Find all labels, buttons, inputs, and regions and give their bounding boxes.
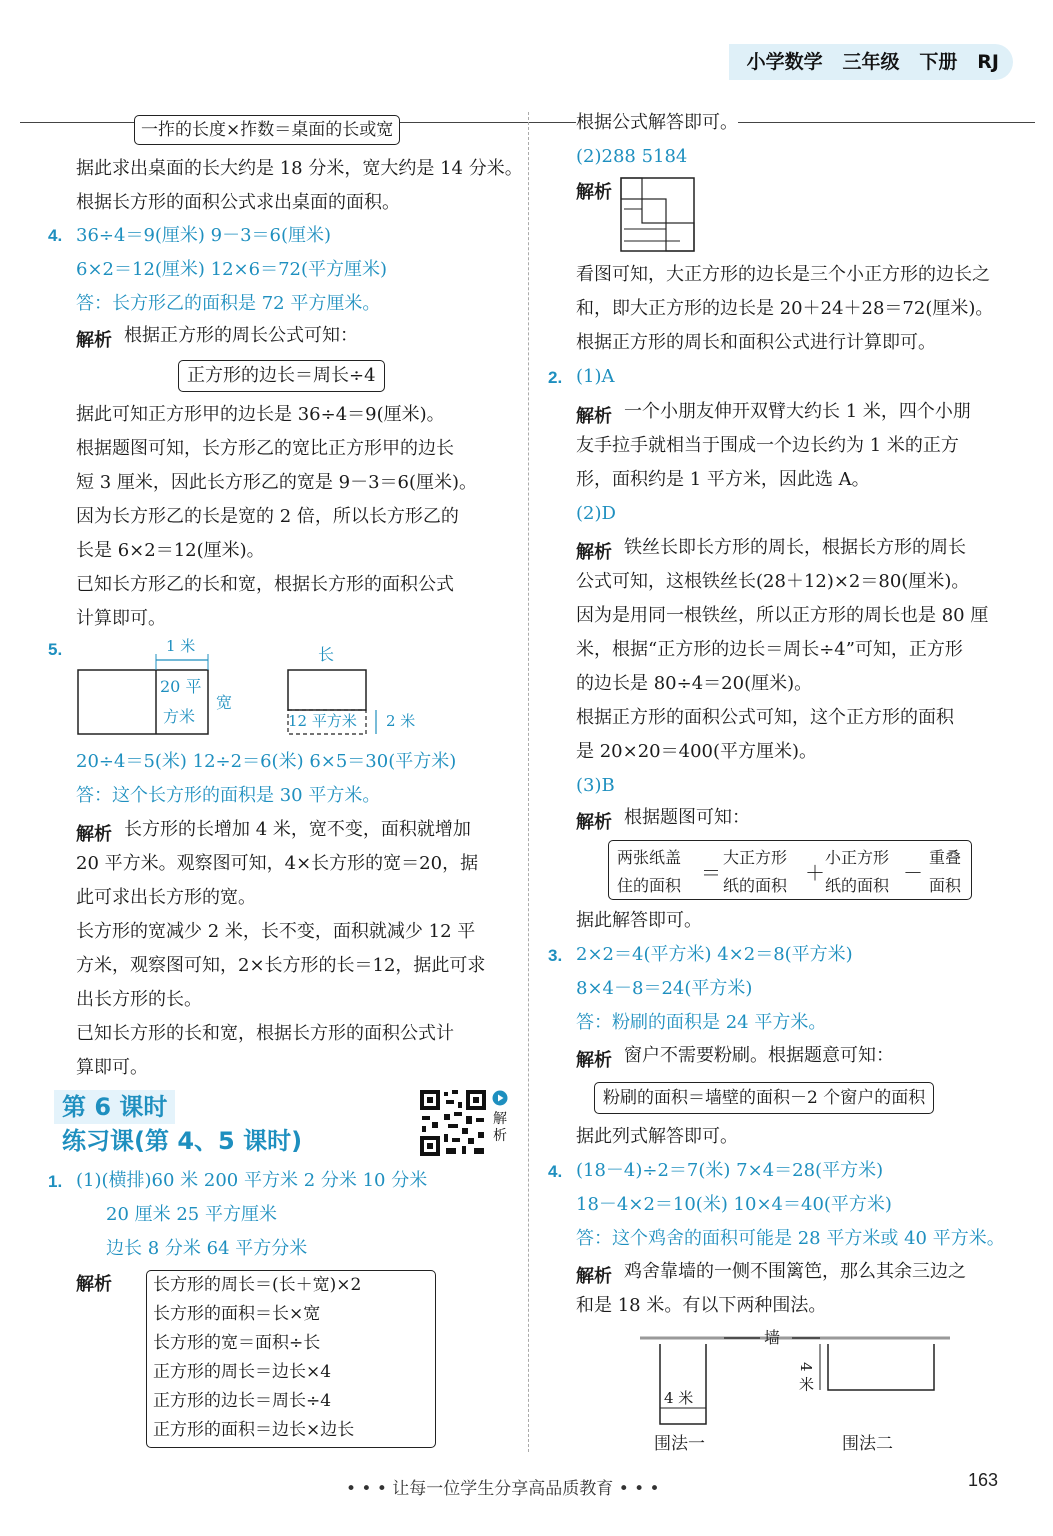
r-jiexi-label-1: 解析 (576, 182, 612, 202)
q4-formula-box: 正方形的边长＝周长÷4 (178, 360, 385, 392)
header-tag (729, 44, 1013, 80)
q1-jiexi-label: 解析 (76, 1274, 112, 1294)
q1-answer-1: (1)(横排)60 米 200 平方米 2 分米 10 分米 (76, 1170, 428, 1191)
footer-slogan: • • • 让每一位学生分享高品质教育 • • • (346, 1479, 660, 1499)
fig5-rect-right (288, 670, 366, 710)
formula-rect-perimeter: 长方形的周长＝(长＋宽)×2 (153, 1275, 362, 1295)
volume: 下册 (919, 51, 958, 73)
formula-rect-area: 长方形的面积＝长×宽 (153, 1304, 321, 1324)
r-q2-e8: 的边长是 80÷4＝20(厘米)。 (576, 673, 813, 694)
eq-term-c2: 纸的面积 (825, 876, 890, 895)
fig5-kuan-label: 宽 (216, 693, 233, 712)
formula-rect-width: 长方形的宽＝面积÷长 (153, 1333, 321, 1353)
practice-title: 练习课(第 4、5 课时) (62, 1127, 303, 1155)
q1-answer-3: 边长 8 分米 64 平方分米 (106, 1238, 308, 1259)
r-answer-2: (2)288 5184 (576, 146, 688, 167)
r-q4-e1: 鸡舍靠墙的一侧不围篱笆，那么其余三边之 (624, 1261, 966, 1282)
q5-expl-8: 算即可。 (76, 1057, 148, 1078)
q5-answer-1: 20÷4＝5(米) 12÷2＝6(米) 6×5＝30(平方米) (76, 751, 457, 772)
r-q2-e1: 一个小朋友伸开双臂大约长 1 米，四个小朋 (624, 401, 971, 422)
eq-term-b2: 纸的面积 (723, 876, 788, 895)
r-q2-e5: 公式可知，这根铁丝长(28＋12)×2＝80(厘米)。 (576, 571, 970, 592)
fence-plan-2 (828, 1344, 934, 1390)
column-divider (528, 112, 529, 1452)
subject: 小学数学 (746, 51, 823, 73)
q4-expl-1: 根据正方形的周长公式可知： (124, 325, 358, 346)
q5-expl-7: 已知长方形的长和宽，根据长方形的面积公式计 (76, 1023, 454, 1044)
r-q2-number: 2. (548, 368, 563, 387)
eq-term-b1: 大正方形 (723, 848, 788, 867)
fence-caption-2: 围法二 (842, 1434, 893, 1454)
r-line-3: 看图可知，大正方形的边长是三个小正方形的边长之 (576, 264, 990, 285)
nested-squares-figure (620, 177, 696, 253)
q5-jiexi-label: 解析 (76, 824, 112, 844)
q5-answer-2: 答：这个长方形的面积是 30 平方米。 (76, 785, 381, 806)
q4-expl-4: 短 3 厘米，因此长方形乙的宽是 9－3＝6(厘米)。 (76, 472, 478, 493)
fig5-20-label-a: 20 平 (160, 677, 202, 696)
q4-expl-3: 根据题图可知，长方形乙的宽比正方形甲的边长 (76, 438, 454, 459)
r-q2-e9: 根据正方形的面积公式可知，这个正方形的面积 (576, 707, 954, 728)
fig5-1m-label: 1 米 (166, 637, 196, 655)
q5-expl-2: 20 平方米。观察图可知，4×长方形的宽＝20，据 (76, 853, 479, 874)
r-line-4: 和，即大正方形的边长是 20＋24＋28＝72(厘米)。 (576, 298, 994, 319)
fig5-chang-label: 长 (318, 645, 335, 664)
eq-sign-plus: ＋ (805, 861, 825, 885)
eq-term-a2: 住的面积 (617, 876, 682, 895)
r-q3-a1: 2×2＝4(平方米) 4×2＝8(平方米) (576, 944, 853, 965)
r-q2-e2: 友手拉手就相当于围成一个边长约为 1 米的正方 (576, 435, 959, 456)
fig5-12-label: 12 平方米 (288, 712, 357, 730)
r-q2-e6: 因为是用同一根铁丝，所以正方形的周长也是 80 厘 (576, 605, 989, 626)
q5-expl-4: 长方形的宽减少 2 米，长不变，面积就减少 12 平 (76, 921, 476, 942)
desk-line-1: 据此求出桌面的长大约是 18 分米，宽大约是 14 分米。 (76, 158, 523, 179)
r-q2-jiexi-1: 解析 (576, 406, 612, 426)
r-q3-e2: 据此列式解答即可。 (576, 1126, 738, 1147)
q4-answer-1: 36÷4＝9(厘米) 9－3＝6(厘米) (76, 225, 332, 246)
r-q2-e4: 铁丝长即长方形的周长，根据长方形的周长 (624, 537, 966, 558)
r-line-5: 根据正方形的周长和面积公式进行计算即可。 (576, 332, 936, 353)
r-q2-jiexi-3: 解析 (576, 812, 612, 832)
eq-term-a1: 两张纸盖 (617, 848, 682, 867)
r-q3-jiexi: 解析 (576, 1050, 612, 1070)
eq-sign-minus: － (903, 861, 923, 885)
eq-term-d2: 面积 (929, 876, 962, 895)
eq-term-c1: 小正方形 (825, 848, 890, 867)
q4-expl-2: 据此可知正方形甲的边长是 36÷4＝9(厘米)。 (76, 404, 445, 425)
q5-number: 5. (48, 640, 63, 659)
q5-expl-6: 出长方形的长。 (76, 989, 202, 1010)
r-q2-1: (1)A (576, 366, 615, 387)
r-q2-e10: 是 20×20＝400(平方厘米)。 (576, 741, 818, 762)
r-line-1: 根据公式解答即可。 (576, 106, 738, 140)
desk-line-2: 根据长方形的面积公式求出桌面的面积。 (76, 192, 400, 213)
fence-figure (620, 1324, 960, 1434)
r-q2-2: (2)D (576, 503, 616, 524)
formula-square-perimeter: 正方形的周长＝边长×4 (153, 1362, 332, 1382)
r-q3-e1: 窗户不需要粉刷。根据题意可知： (624, 1045, 894, 1066)
play-icon[interactable] (492, 1090, 508, 1106)
q4-expl-7: 已知长方形乙的长和宽，根据长方形的面积公式 (76, 574, 454, 595)
fence-plan-1 (660, 1344, 706, 1424)
r-q4-a1: (18－4)÷2＝7(米) 7×4＝28(平方米) (576, 1160, 884, 1181)
q4-answer-3: 答：长方形乙的面积是 72 平方厘米。 (76, 293, 381, 314)
q5-expl-3: 此可求出长方形的宽。 (76, 887, 256, 908)
eq-sign-equals: ＝ (701, 861, 721, 885)
paint-formula-box: 粉刷的面积＝墙壁的面积－2 个窗户的面积 (594, 1082, 934, 1114)
r-q4-jiexi: 解析 (576, 1266, 612, 1286)
r-q2-jiexi-2: 解析 (576, 542, 612, 562)
qr-label: 解析 (493, 1110, 507, 1143)
r-q2-e3: 形，面积约是 1 平方米，因此选 A。 (576, 469, 870, 490)
formula-list-box (146, 1270, 436, 1448)
r-q4-a2: 18－4×2＝10(米) 10×4＝40(平方米) (576, 1194, 892, 1215)
r-q3-number: 3. (548, 946, 563, 965)
fig5-20-label-b: 方米 (163, 707, 196, 726)
r-q2-e11: 根据题图可知： (624, 807, 750, 828)
q4-jiexi-label: 解析 (76, 330, 112, 350)
r-q4-number: 4. (548, 1162, 563, 1181)
r-q2-e12: 据此解答即可。 (576, 910, 702, 931)
page-number: 163 (968, 1470, 999, 1490)
q4-expl-5: 因为长方形乙的长是宽的 2 倍，所以长方形乙的 (76, 506, 459, 527)
fig-4m-a: 4 米 (664, 1389, 694, 1407)
q5-expl-1: 长方形的长增加 4 米，宽不变，面积就增加 (124, 819, 471, 840)
grade: 三年级 (842, 51, 900, 73)
r-q2-e7: 米，根据“正方形的边长＝周长÷4”可知，正方形 (576, 639, 963, 660)
q4-number: 4. (48, 226, 63, 245)
q5-expl-5: 方米，观察图可知，2×长方形的长＝12，据此可求 (76, 955, 486, 976)
r-q2-3: (3)B (576, 775, 615, 796)
q1-answer-2: 20 厘米 25 平方厘米 (106, 1204, 277, 1225)
eq-term-d1: 重叠 (929, 848, 962, 867)
r-q4-a3: 答：这个鸡舍的面积可能是 28 平方米或 40 平方米。 (576, 1228, 1005, 1249)
desk-formula-box: 一拃的长度×拃数＝桌面的长或宽 (134, 115, 400, 145)
formula-square-side: 正方形的边长＝周长÷4 (153, 1391, 332, 1411)
wall-label: 墙 (764, 1328, 781, 1347)
r-q4-e2: 和是 18 米。有以下两种围法。 (576, 1295, 827, 1316)
overlap-equation-box (608, 840, 972, 900)
q4-expl-6: 长是 6×2＝12(厘米)。 (76, 540, 265, 561)
fig5-2m-label: 2 米 (386, 712, 416, 730)
r-q3-a3: 答：粉刷的面积是 24 平方米。 (576, 1012, 827, 1033)
formula-square-area: 正方形的面积＝边长×边长 (153, 1420, 355, 1440)
q4-answer-2: 6×2＝12(厘米) 12×6＝72(平方厘米) (76, 259, 388, 280)
fence-caption-1: 围法一 (654, 1434, 705, 1454)
edition: RJ (977, 51, 999, 73)
lesson-title: 第 6 课时 (54, 1090, 175, 1124)
qr-code-icon[interactable] (418, 1088, 488, 1158)
q4-expl-8: 计算即可。 (76, 608, 166, 629)
q1-number: 1. (48, 1172, 63, 1191)
fig-4m-b: 4 米 (797, 1362, 815, 1392)
r-q3-a2: 8×4－8＝24(平方米) (576, 978, 753, 999)
